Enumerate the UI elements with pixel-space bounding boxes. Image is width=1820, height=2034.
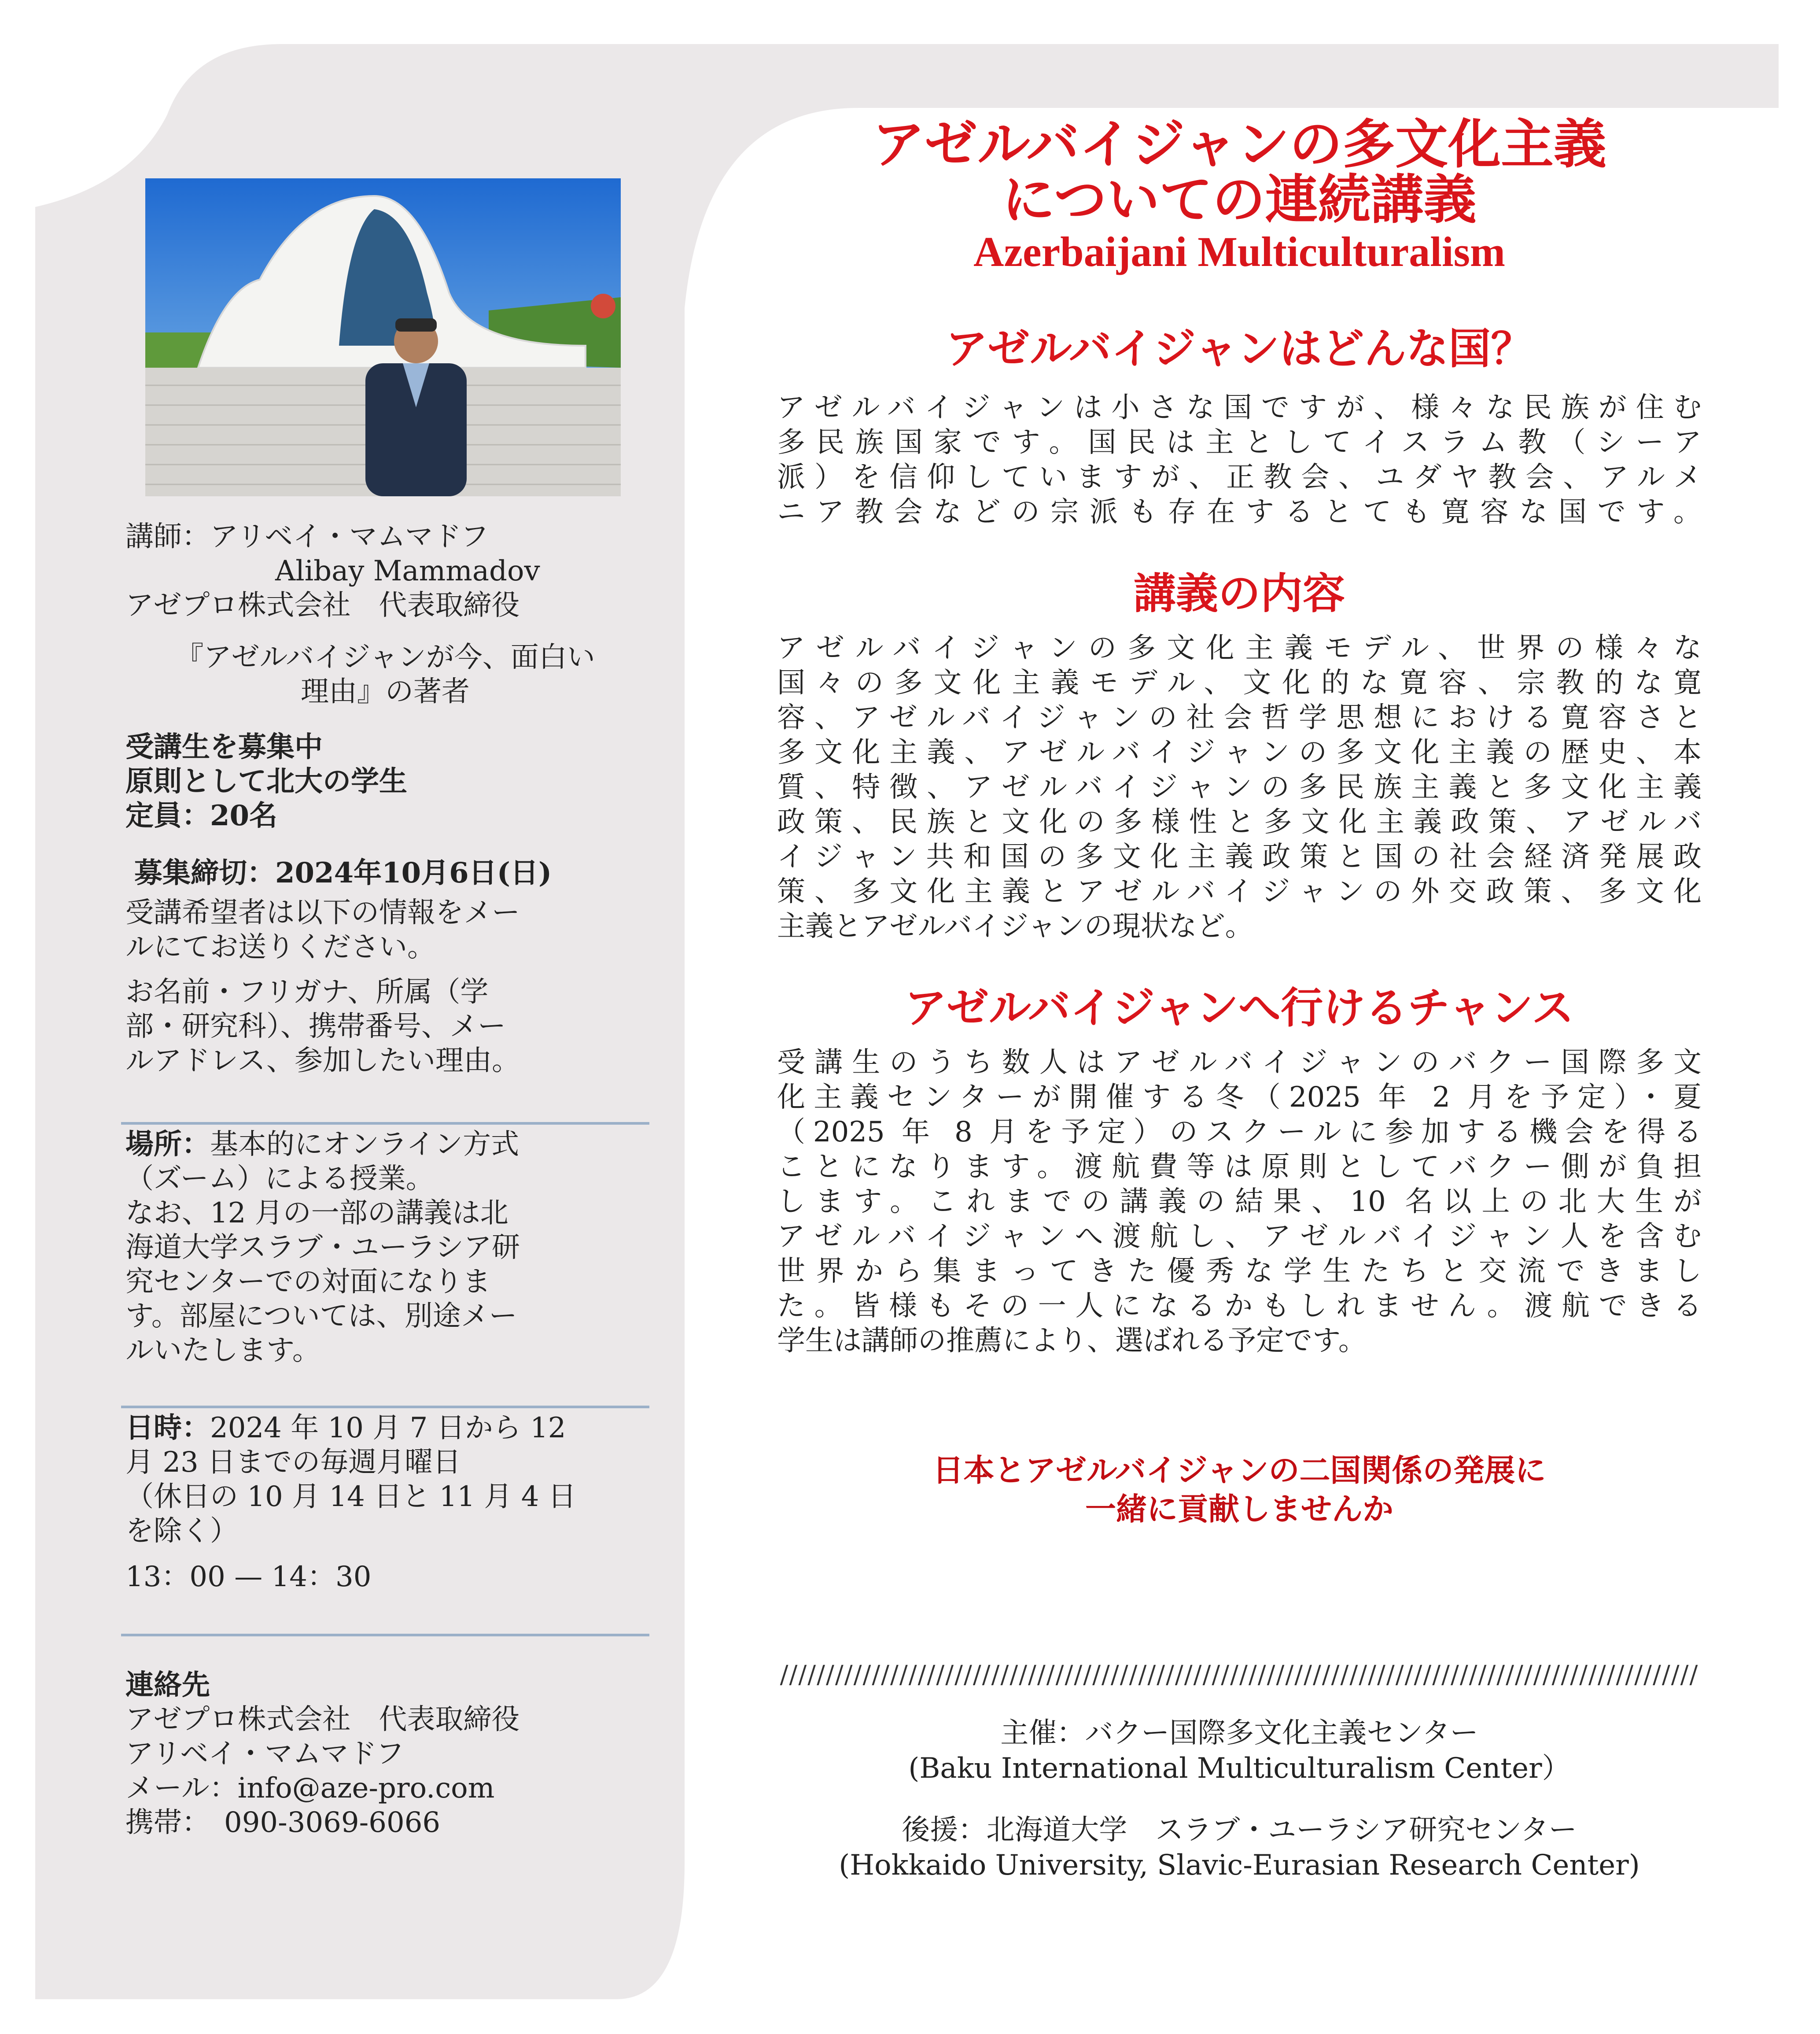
section2-line: イジャン共和国の多文化主義政策と国の社会経済発展政 [777, 841, 1702, 873]
cta-line1: 日本とアゼルバイジャンの二国関係の発展に [932, 1452, 1546, 1488]
section1-line: 派）を信仰していますが、正教会、ユダヤ教会、アルメ [777, 461, 1702, 494]
title-line2: についての連続講義 [1002, 169, 1477, 231]
section2-line: アゼルバイジャンの多文化主義モデル、世界の様々な [777, 632, 1702, 664]
datetime-l4: を除く） [125, 1515, 238, 1547]
place-l2: （ズーム）による授業。 [125, 1163, 434, 1195]
section3-line: （2025 年 8 月を予定）のスクールに参加する機会を得る [777, 1116, 1702, 1148]
section2-line: 主義とアゼルバイジャンの現状など。 [777, 910, 1253, 943]
sidebar [125, 520, 645, 1840]
place-l7: ルいたします。 [125, 1334, 321, 1367]
section3-heading: アゼルバイジャンへ行けるチャンス [904, 983, 1574, 1033]
recruit-line2: 原則として北大の学生 [125, 765, 407, 798]
section3-line: 受講生のうち数人はアゼルバイジャンのバクー国際多文 [777, 1046, 1702, 1079]
contact-l1: アゼプロ株式会社 代表取締役 [125, 1703, 520, 1736]
datetime-time: 13：00 — 14：30 [125, 1561, 372, 1593]
section2-line: 国々の多文化主義モデル、文化的な寛容、宗教的な寛 [777, 667, 1702, 699]
support-en: (Hokkaido University, Slavic-Eurasian Research Center) [839, 1849, 1640, 1882]
contact-title: 連絡先 [125, 1669, 210, 1702]
building-photo [145, 178, 621, 496]
capacity: 定員：20名 [125, 799, 278, 832]
contact-l2: アリベイ・マムマドフ [125, 1738, 404, 1770]
divider-3 [121, 1634, 649, 1636]
section1-heading: アゼルバイジャンはどんな国？ [945, 324, 1533, 373]
section1-line: アゼルバイジャンは小さな国ですが、様々な民族が住む [777, 391, 1702, 424]
book-line1: 『アゼルバイジャンが今、面白い [175, 641, 595, 674]
section3-line: します。これまでの講義の結果、10 名以上の北大生が [777, 1185, 1702, 1218]
place-l6: す。部屋については、別途メー [125, 1300, 517, 1333]
book-line2: 理由』の著者 [301, 676, 470, 708]
section3-line: 化主義センターが開催する冬（2025 年 2 月を予定）・夏 [777, 1081, 1702, 1114]
support-jp: 後援：北海道大学 スラブ・ユーラシア研究センター [902, 1814, 1577, 1846]
section3-line: ことになります。渡航費等は原則としてバクー側が負担 [777, 1151, 1702, 1183]
section3-line: た。皆様もその一人になるかもしれません。渡航できる [777, 1290, 1702, 1322]
main-content [777, 113, 1702, 1883]
contact-email[interactable]: メール：info@aze-pro.com [125, 1772, 495, 1805]
place-l1: 基本的にオンライン方式 [210, 1128, 519, 1161]
datetime-l3: （休日の 10 月 14 日と 11 月 4 日 [125, 1480, 576, 1513]
datetime-l2: 月 23 日までの毎週月曜日 [125, 1446, 461, 1479]
section3-line: アゼルバイジャンへ渡航し、アゼルバイジャン人を含む [777, 1220, 1702, 1253]
instructor-name-jp: 講師：アリベイ・マムマドフ [125, 520, 489, 553]
section3-line: 学生は講師の推薦により、選ばれる予定です。 [777, 1325, 1367, 1357]
host-jp: 主催：バクー国際多文化主義センター [1000, 1717, 1478, 1750]
deadline-p2-l1: お名前・フリガナ、所属（学 [125, 976, 489, 1008]
section2-line: 政策、民族と文化の多様性と多文化主義政策、アゼルバ [777, 806, 1702, 838]
section3-body [777, 1045, 1702, 1358]
instructor-affiliation: アゼプロ株式会社 代表取締役 [125, 589, 520, 622]
red-sculpture [591, 294, 615, 318]
divider-1 [121, 1122, 649, 1125]
place-label: 場所： [125, 1128, 210, 1161]
cta-line2: 一緒に貢献しませんか [1085, 1491, 1393, 1527]
section2-heading: 講義の内容 [1134, 568, 1345, 618]
section2-line: 策、多文化主義とアゼルバイジャンの外交政策、多文化 [777, 875, 1702, 908]
datetime-l1: 2024 年 10 月 7 日から 12 [210, 1412, 566, 1444]
recruit-line1: 受講生を募集中 [125, 731, 323, 764]
place-l3: なお、12 月の一部の講義は北 [125, 1197, 508, 1229]
divider-2 [121, 1406, 649, 1408]
section2-line: 質、特徴、アゼルバイジャンの多民族主義と多文化主義 [777, 771, 1702, 804]
deadline-p2-l2: 部・研究科）、携帯番号、メー [125, 1010, 506, 1043]
section2-line: 多文化主義、アゼルバイジャンの多文化主義の歴史、本 [777, 736, 1702, 769]
instructor-name-en: Alibay Mammadov [275, 555, 540, 587]
deadline-title: 募集締切：2024年10月6日(日) [134, 856, 552, 890]
host-en: (Baku International Multiculturalism Center） [908, 1752, 1570, 1785]
section1-body [777, 391, 1702, 530]
place-l5: 究センターでの対面になりま [125, 1266, 491, 1298]
separator-line: //////////////////////////////////////////////////////////////////////////////////////////////////// [780, 1661, 1699, 1689]
section1-line: 多民族国家です。国民は主としてイスラム教（シーア [777, 426, 1702, 459]
section2-line: 容、アゼルバイジャンの社会哲学思想における寛容さと [777, 701, 1702, 734]
section2-body [777, 631, 1702, 944]
deadline-p1-l2: ルにてお送りください。 [125, 931, 435, 963]
datetime-label: 日時： [125, 1411, 210, 1444]
place-l4: 海道大学スラブ・ユーラシア研 [125, 1231, 520, 1264]
deadline-p1-l1: 受講希望者は以下の情報をメー [125, 897, 520, 929]
section3-line: 世界から集まってきた優秀な学生たちと交流できまし [777, 1255, 1702, 1288]
title-en: Azerbaijani Multiculturalism [973, 228, 1505, 275]
title-line1: アゼルバイジャンの多文化主義 [872, 113, 1606, 175]
contact-phone[interactable]: 携帯： 090-3069-6066 [125, 1806, 441, 1839]
section1-line: ニア教会などの宗派も存在するとても寛容な国です。 [777, 496, 1702, 528]
deadline-p2-l3: ルアドレス、参加したい理由。 [125, 1045, 520, 1077]
